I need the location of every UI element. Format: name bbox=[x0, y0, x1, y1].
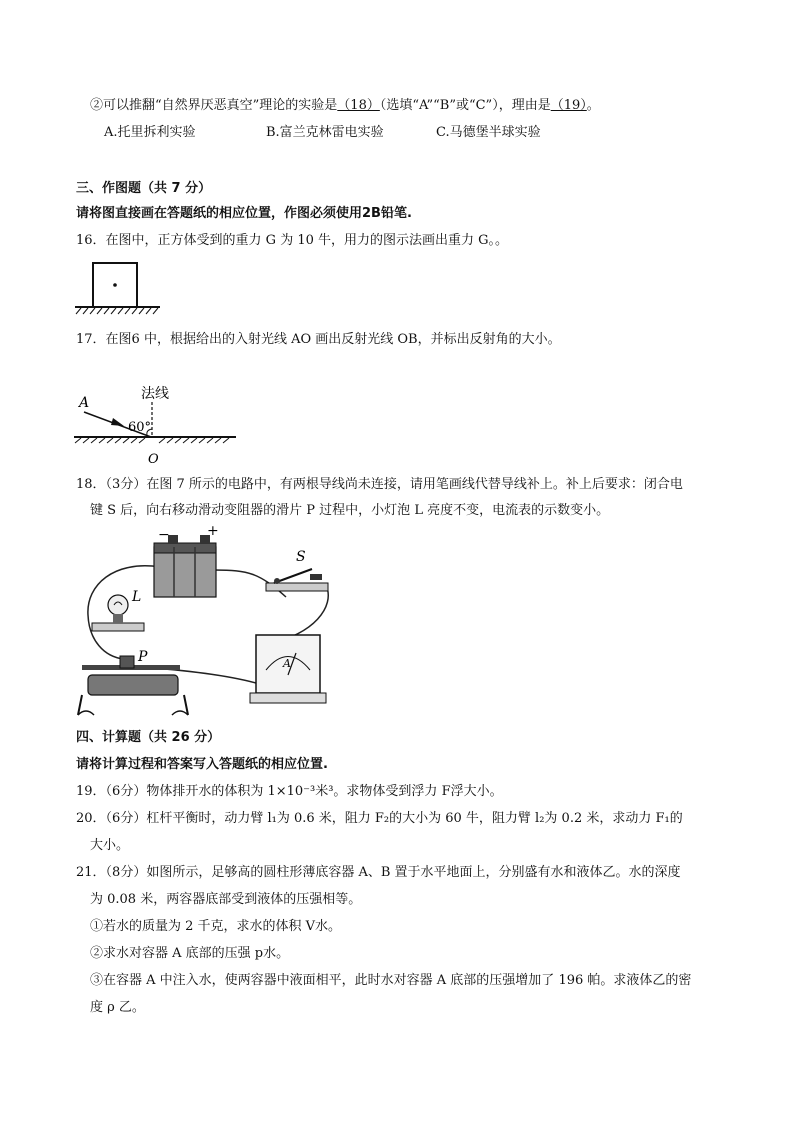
question-15-part-2: ②可以推翻“自然界厌恶真空”理论的实验是（18）（选填“A”“B”或“C”），理由是（19）。 bbox=[90, 98, 600, 113]
question-21-line-1: 21．（8分）如图所示，足够高的圆柱形薄底容器 A、B 置于水平地面上，分别盛有水和液体乙。水的深度 bbox=[76, 865, 681, 880]
ray-arrowhead bbox=[111, 418, 124, 426]
battery-minus-label: − bbox=[158, 527, 170, 543]
figure-7-circuit bbox=[74, 525, 344, 721]
section-4-title: 四、计算题（共 26 分） bbox=[76, 730, 221, 745]
figure-6-reflection bbox=[70, 380, 240, 470]
ammeter-label: A bbox=[283, 657, 291, 670]
question-19: 19．（6分）物体排开水的体积为 1×10⁻³米³。求物体受到浮力 F浮大小。 bbox=[76, 784, 503, 799]
angle-label: 60° bbox=[128, 420, 152, 435]
switch bbox=[266, 569, 328, 591]
battery-plus-label: + bbox=[207, 525, 219, 539]
question-21-part-3-line-2: 度 ρ 乙。 bbox=[90, 1000, 145, 1015]
question-21-part-1: ①若水的质量为 2 千克，求水的体积 V水。 bbox=[90, 919, 342, 934]
option-a: A.托里拆利实验 bbox=[104, 125, 196, 140]
rheostat bbox=[78, 656, 188, 715]
option-b: B.富兰克林雷电实验 bbox=[266, 125, 384, 140]
section-3-instruction: 请将图直接画在答题纸的相应位置，作图必须使用2B铅笔. bbox=[76, 206, 412, 221]
figure-cube-on-ground bbox=[74, 258, 164, 316]
question-20-line-1: 20．（6分）杠杆平衡时，动力臂 l₁为 0.6 米，阻力 F₂的大小为 60 牛，阻力臂 l₂为 0.2 米，求动力 F₁的 bbox=[76, 811, 683, 826]
question-17: 17．在图6 中，根据给出的入射光线 AO 画出反射光线 OB，并标出反射角的大小。 bbox=[76, 332, 561, 347]
question-21-part-2: ②求水对容器 A 底部的压强 p水。 bbox=[90, 946, 290, 961]
switch-label: S bbox=[296, 549, 306, 565]
question-21-part-3-line-1: ③在容器 A 中注入水，使两容器中液面相平，此时水对容器 A 底部的压强增加了 196 帕。求液体乙的密 bbox=[90, 973, 692, 988]
blank-19: （19） bbox=[550, 98, 587, 113]
mirror-hatching bbox=[75, 438, 229, 443]
question-18-line-1: 18．（3分）在图 7 所示的电路中，有两根导线尚未连接，请用笔画线代替导线补上。补上后要求：闭合电 bbox=[76, 477, 683, 492]
normal-label: 法线 bbox=[141, 386, 169, 402]
option-c: C.马德堡半球实验 bbox=[436, 125, 541, 140]
point-label-o: O bbox=[148, 452, 159, 467]
section-3-title: 三、作图题（共 7 分） bbox=[76, 181, 212, 196]
rheostat-label: P bbox=[138, 649, 148, 665]
question-18-line-2: 键 S 后，向右移动滑动变阻器的滑片 P 过程中，小灯泡 L 亮度不变，电流表的示数变小。 bbox=[90, 503, 610, 518]
center-of-mass-dot bbox=[113, 283, 117, 287]
blank-18: （18） bbox=[337, 98, 380, 113]
question-16: 16．在图中，正方体受到的重力 G 为 10 牛，用力的图示法画出重力 G。。 bbox=[76, 233, 509, 248]
ray-label-a: A bbox=[79, 395, 90, 411]
section-4-instruction: 请将计算过程和答案写入答题纸的相应位置. bbox=[76, 757, 328, 772]
battery bbox=[154, 535, 216, 597]
question-21-line-2: 为 0.08 米，两容器底部受到液体的压强相等。 bbox=[90, 892, 362, 907]
question-20-line-2: 大小。 bbox=[90, 838, 130, 853]
lamp-label: L bbox=[132, 589, 142, 605]
ground-hatching bbox=[76, 308, 158, 314]
